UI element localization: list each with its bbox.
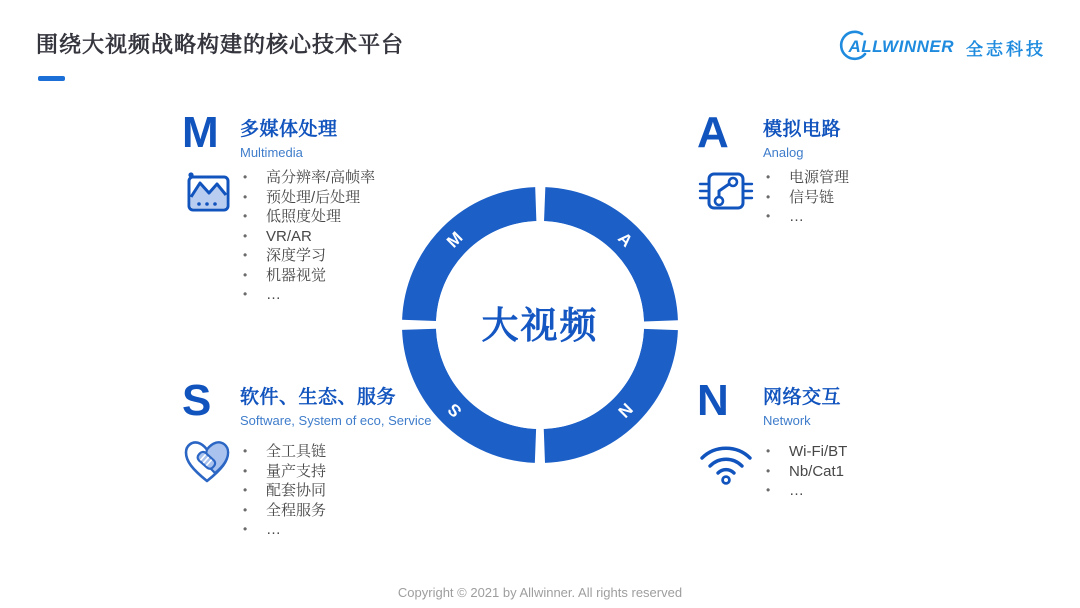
ring-letter-a: A [614,228,637,251]
quadrant-letter-a: A [697,108,729,157]
list-item: • 配套协同 [240,481,431,501]
chip-circuit-icon [697,170,763,227]
list-item: • 量产支持 [240,462,431,482]
quadrant-a-subtitle: Analog [763,145,804,160]
page-title: 围绕大视频战略构建的核心技术平台 [36,32,405,57]
quadrant-n-subtitle: Network [763,413,811,428]
quadrant-network [697,376,848,501]
quadrant-a-title: 模拟电路 [763,119,842,140]
image-chart-icon [182,170,240,305]
quadrant-m-heading [240,112,375,160]
list-item: • 电源管理 [763,168,849,188]
quadrant-m-subtitle: Multimedia [240,145,303,160]
quadrant-a-heading [763,112,849,160]
ring-letter-s: S [444,399,466,421]
list-item: • … [763,207,849,227]
list-item: • … [763,481,847,501]
quadrant-letter-m: M [182,108,219,157]
center-label: 大视频 [481,305,599,346]
list-item: • VR/AR [240,227,375,247]
logo-chinese-name: 全志科技 [966,39,1046,59]
quadrant-analog [697,108,850,227]
quadrant-letter-s: S [182,376,212,425]
handshake-heart-icon [182,438,240,540]
list-item: • 信号链 [763,188,849,208]
quadrant-multimedia [182,108,376,305]
quadrant-a-list [763,168,849,227]
quadrant-n-list [763,442,847,501]
quadrant-m-title: 多媒体处理 [240,119,338,140]
ring-letter-n: N [614,399,637,422]
list-item: • … [240,520,431,540]
list-item: • 低照度处理 [240,207,375,227]
quadrant-s-title: 软件、生态、服务 [240,387,397,408]
list-item: • … [240,285,375,305]
list-item: • 深度学习 [240,246,375,266]
copyright-notice: Copyright © 2021 by Allwinner. All rights reserved [397,585,683,600]
quadrant-letter-n: N [697,376,729,425]
quadrant-s-subtitle: Software, System of eco, Service [240,413,432,428]
list-item: • Nb/Cat1 [763,462,847,482]
list-item: • Wi-Fi/BT [763,442,847,462]
quadrant-s-list [240,442,431,540]
quadrant-n-title: 网络交互 [763,387,842,408]
list-item: • 全工具链 [240,442,431,462]
wifi-icon [697,438,763,501]
ring-letter-m: M [443,228,467,252]
quadrant-s-heading [240,380,431,428]
list-item: • 全程服务 [240,501,431,521]
quadrant-n-heading [763,380,847,428]
quadrant-m-list [240,168,375,305]
list-item: • 预处理/后处理 [240,188,375,208]
list-item: • 高分辨率/高帧率 [240,168,375,188]
logo-wordmark: ALLWINNER [848,37,954,56]
quadrant-software [182,376,432,540]
list-item: • 机器视觉 [240,266,375,286]
